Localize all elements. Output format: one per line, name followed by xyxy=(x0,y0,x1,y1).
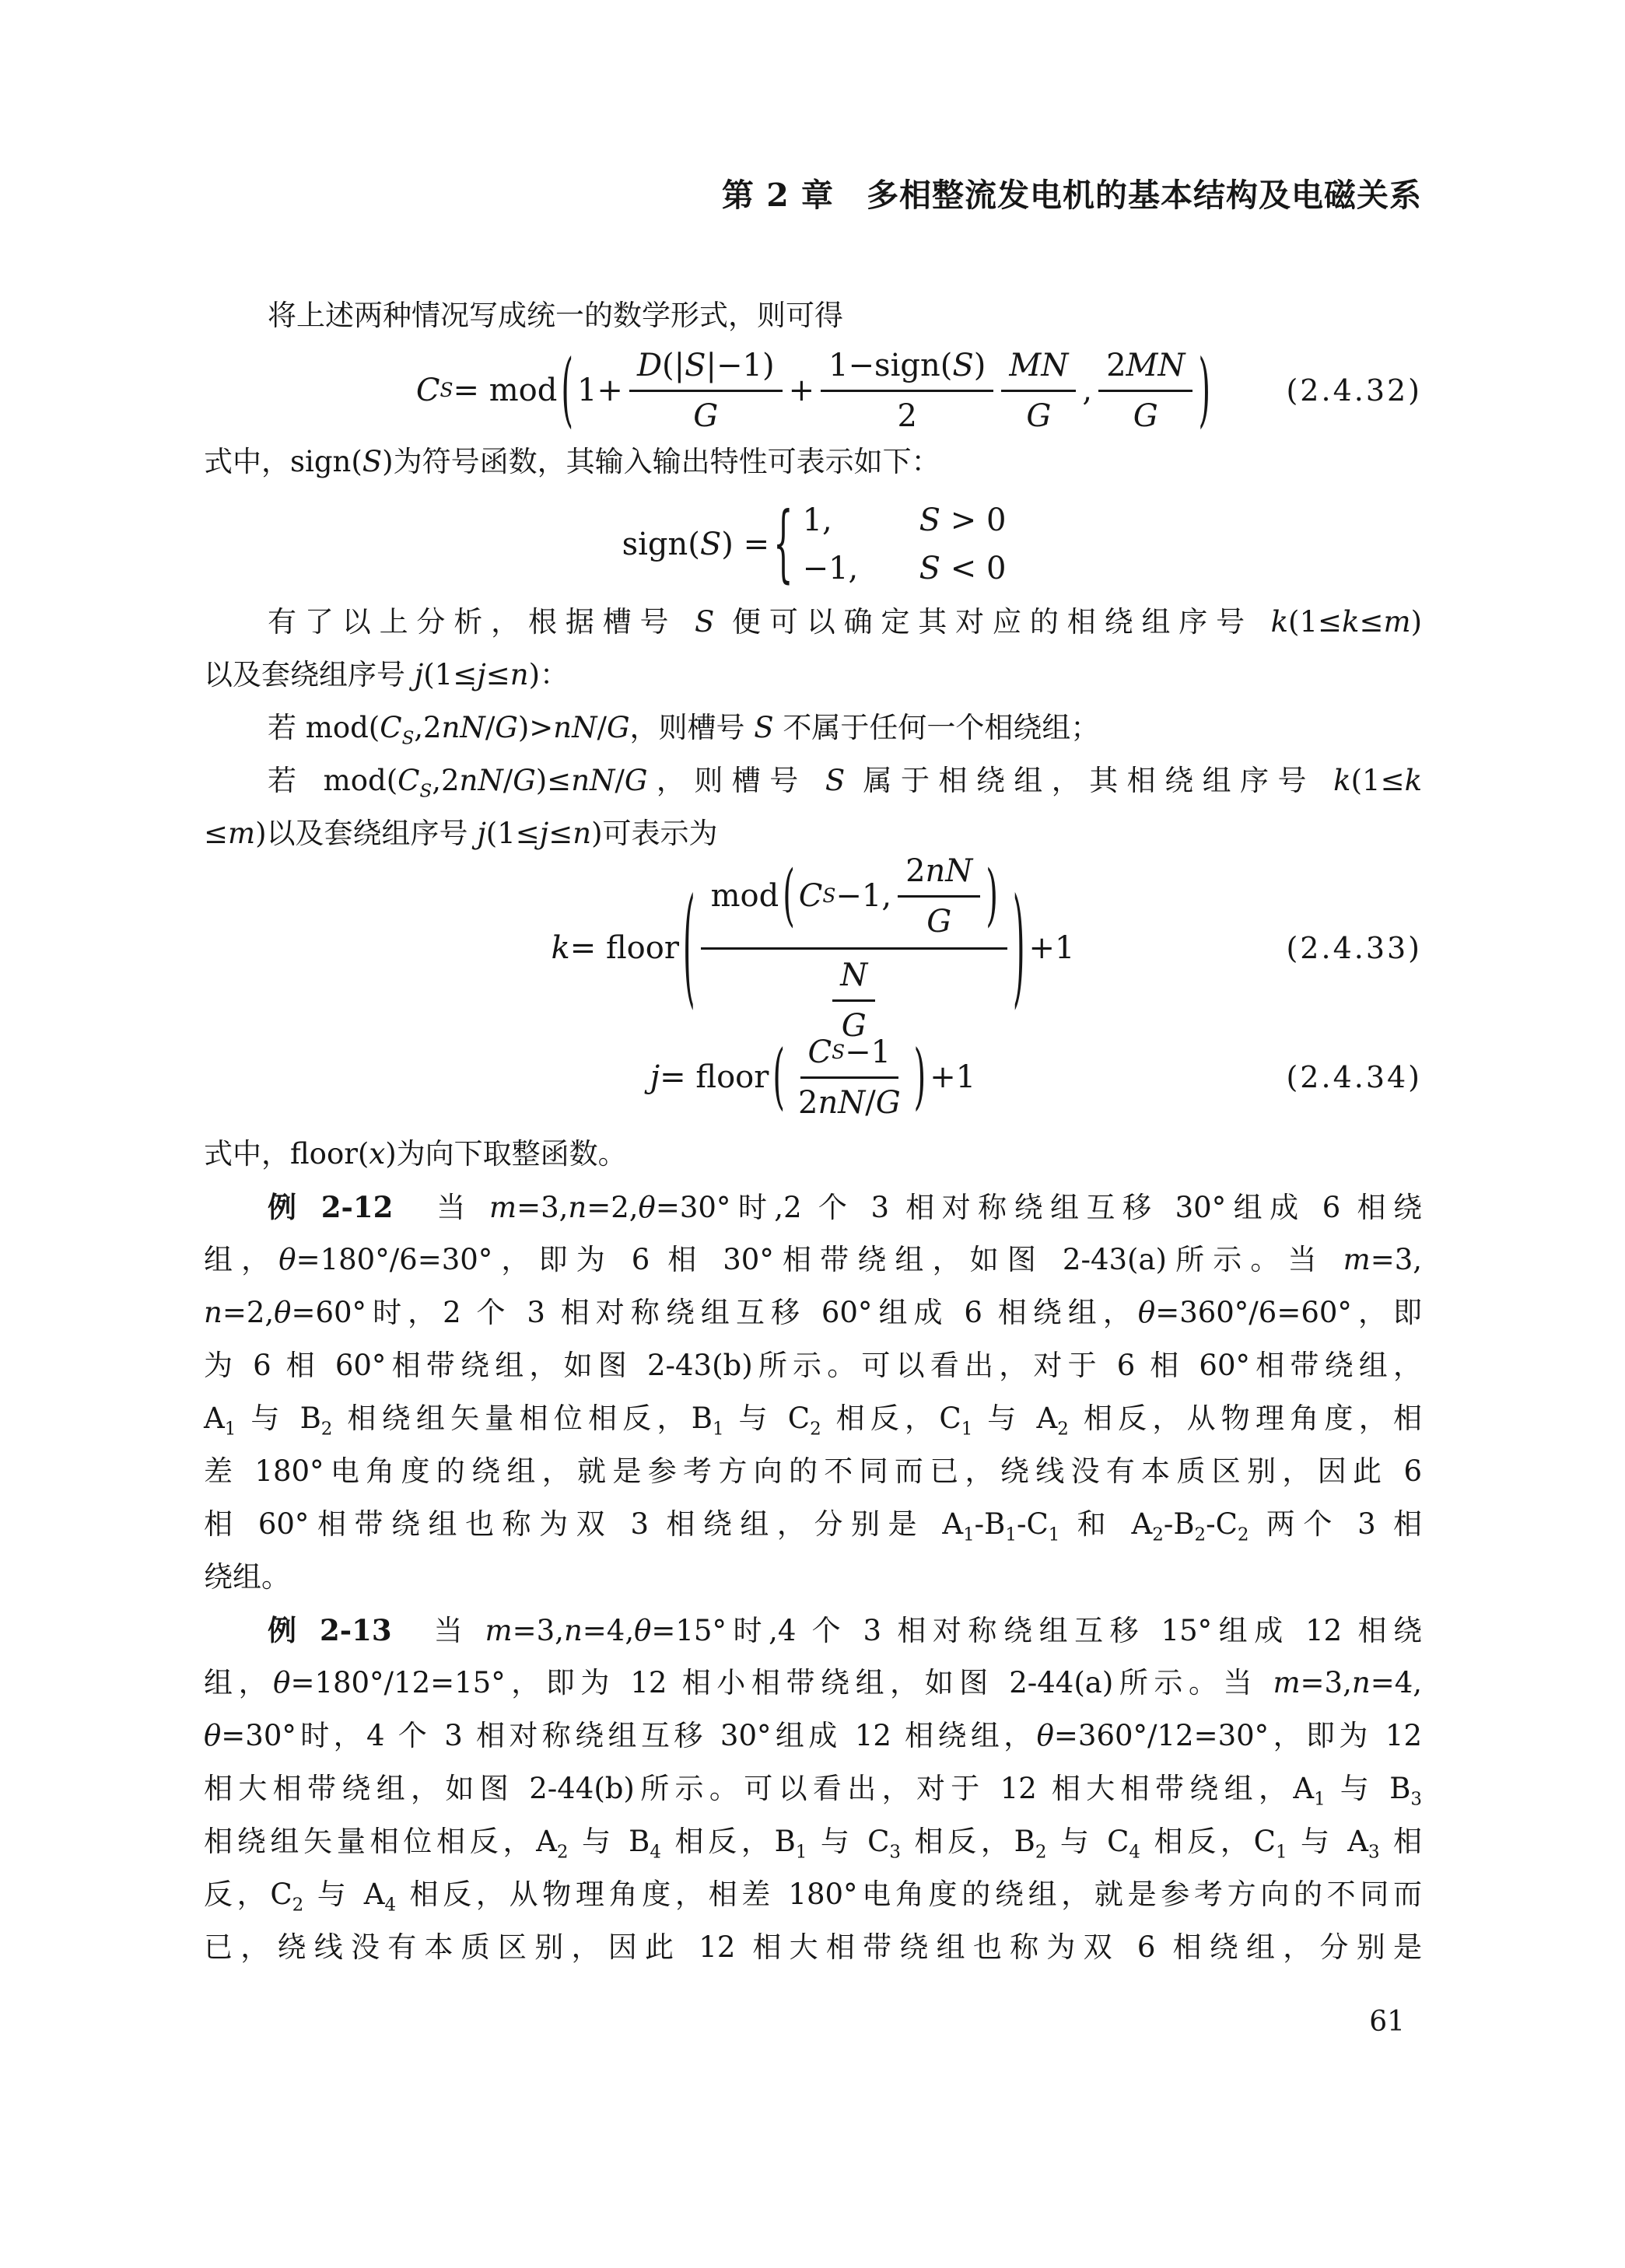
paragraph-examples xyxy=(204,1128,1422,1974)
text-line xyxy=(204,1181,1422,1234)
text-run: 相绕组矢量相位相反，A xyxy=(204,1825,557,1858)
text-run: )以及套绕组序号 xyxy=(255,817,478,850)
text-run: 1 xyxy=(712,1419,724,1440)
text-run: θ xyxy=(1137,1296,1156,1329)
text-run: S xyxy=(401,728,415,749)
fraction xyxy=(1098,346,1192,436)
text-run: 相反，从物理角度，相差 180°电角度的绕组，就是参考方向的不同而 xyxy=(396,1878,1422,1911)
text-run: nN xyxy=(571,764,615,797)
text-run: 3 xyxy=(1410,1789,1422,1810)
text-run: 相大相带绕组，如图 2-44(b)所示。可以看出，对于 12 相大相带绕组，A xyxy=(204,1772,1315,1805)
text-run: 例 2-13 xyxy=(268,1613,392,1647)
text-run: n xyxy=(568,1191,587,1224)
text-run: 属于相绕组，其相绕组序号 xyxy=(845,764,1334,797)
equation-2-4-33 xyxy=(204,852,1422,1044)
text-run: G xyxy=(926,903,952,940)
fraction xyxy=(821,346,993,436)
text-line xyxy=(204,1604,1422,1657)
eq-lhs: C S = mod xyxy=(415,373,558,408)
text-run: =3, xyxy=(1370,1243,1422,1276)
text-run: 有了以上分析，根据槽号 xyxy=(268,605,695,639)
text-run: 若 mod( xyxy=(268,711,380,744)
case-condition xyxy=(919,502,1007,538)
text-run: 2 xyxy=(1035,1842,1047,1863)
text-line xyxy=(204,1498,1422,1551)
text-run: C xyxy=(397,764,420,797)
open-paren: ( xyxy=(561,344,573,437)
text-run: =360°/12=30°，即为 12 xyxy=(1053,1719,1422,1752)
paragraph-sign-intro xyxy=(204,436,1422,488)
chapter-running-head: 第 2 章 多相整流发电机的基本结构及电磁关系 xyxy=(721,177,1422,214)
text-run: 相绕组矢量相位相反，B xyxy=(332,1402,713,1435)
text-run: C xyxy=(415,373,440,408)
text-run: j xyxy=(650,1059,660,1095)
text-run: 若 mod( xyxy=(268,764,398,797)
text-run: S xyxy=(754,711,774,744)
text-run: -C xyxy=(1016,1507,1049,1541)
mod-word: mod xyxy=(710,878,779,914)
text-line xyxy=(204,1921,1422,1974)
text-run: 为 6 相 60°相带绕组，如图 2-43(b)所示。可以看出，对于 6 相 60°相带绕组， xyxy=(204,1349,1422,1382)
text-run: 2 xyxy=(810,1419,821,1440)
equation-2-4-34 xyxy=(204,1034,1422,1121)
text-run: 组， xyxy=(204,1243,279,1276)
text-run: 两个 3 相 xyxy=(1249,1507,1423,1541)
equation-number: (2.4.33) xyxy=(1286,931,1422,965)
case-value xyxy=(803,502,919,538)
text-run: θ xyxy=(278,1243,296,1276)
text-run: θ xyxy=(638,1191,656,1224)
comma: , xyxy=(1082,373,1093,408)
text-line xyxy=(204,1445,1422,1498)
text-run: =30°时,2 个 3 相对称绕组互移 30°组成 6 相绕 xyxy=(655,1191,1422,1224)
text-run: 当 xyxy=(393,1191,489,1224)
eq-lhs xyxy=(650,1059,769,1095)
text-line xyxy=(204,1710,1422,1762)
text-run: 与 B xyxy=(1325,1772,1411,1805)
text-run: G xyxy=(1133,397,1158,434)
text-run: −1, xyxy=(835,878,892,914)
text-line xyxy=(204,596,1422,649)
text-run: =2, xyxy=(587,1191,639,1224)
text-run: 相 xyxy=(1379,1825,1423,1858)
text-run: θ xyxy=(274,1296,292,1329)
open-paren: ( xyxy=(772,1036,785,1118)
case-condition xyxy=(919,551,1007,586)
big-fraction xyxy=(701,850,1007,1047)
text-run: 将上述两种情况写成统一的数学形式，则可得 xyxy=(268,299,843,332)
text-run: m xyxy=(228,817,256,850)
fraction xyxy=(832,956,875,1045)
text-run: 1, xyxy=(802,502,832,538)
text-run: 1−sign( xyxy=(828,347,953,383)
text-run: 与 B xyxy=(236,1402,321,1435)
close-paren: ) xyxy=(986,857,998,935)
text-run: C xyxy=(807,1034,832,1070)
text-run: x xyxy=(369,1137,386,1171)
numerator xyxy=(629,346,783,392)
fraction xyxy=(898,852,980,941)
page-body xyxy=(204,289,1422,1974)
text-run: ,2 xyxy=(414,711,442,744)
text-run: G xyxy=(841,1007,867,1044)
equation-body xyxy=(648,1033,978,1122)
text-run: 1 xyxy=(795,1842,807,1863)
text-run: 2 xyxy=(1152,1524,1164,1545)
denominator xyxy=(790,1079,909,1122)
text-run: 1 xyxy=(1275,1842,1287,1863)
text-run: S xyxy=(919,551,940,586)
text-run: θ xyxy=(1036,1719,1054,1752)
text-run: G xyxy=(1026,397,1052,434)
text-run: / xyxy=(485,711,496,744)
text-run: (1≤ xyxy=(423,658,478,691)
text-run: S xyxy=(419,781,433,802)
text-run: 1 xyxy=(1005,1524,1017,1545)
equation-number: (2.4.32) xyxy=(1286,373,1422,408)
text-line xyxy=(204,1551,1422,1604)
denominator xyxy=(1018,392,1059,436)
text-run: S xyxy=(699,527,722,562)
paragraph-intro xyxy=(204,289,1422,342)
text-run: S xyxy=(362,445,383,478)
eq-term xyxy=(577,373,623,408)
text-line xyxy=(204,1286,1422,1339)
text-run: S xyxy=(919,502,940,538)
numerator xyxy=(821,346,993,392)
text-run: N xyxy=(840,957,868,993)
text-run: / xyxy=(597,711,607,744)
text-run: =360°/6=60°，即 xyxy=(1155,1296,1422,1329)
open-brace: { xyxy=(773,495,793,593)
fraction xyxy=(629,346,783,436)
text-run: nN xyxy=(459,764,503,797)
text-run: |−1) xyxy=(706,347,775,383)
text-run: 与 C xyxy=(1046,1825,1129,1858)
text-run: G xyxy=(693,397,719,434)
text-run: 和 A xyxy=(1059,1507,1153,1541)
numerator: C S −1 xyxy=(800,1033,899,1079)
text-run: 式中，floor( xyxy=(204,1137,369,1171)
text-run: =3, xyxy=(1300,1666,1352,1699)
text-run: C xyxy=(380,711,402,744)
text-run: =180°/12=15°，即为 12 相小相带绕组，如图 2-44(a)所示。当 xyxy=(290,1666,1273,1699)
text-run: A xyxy=(204,1402,225,1435)
text-run: 3 xyxy=(889,1842,901,1863)
text-line xyxy=(204,289,1422,342)
text-run: 相反，B xyxy=(900,1825,1035,1858)
numerator xyxy=(1098,346,1192,392)
text-run: ,2 xyxy=(432,764,460,797)
close-paren: ) xyxy=(1012,873,1025,1023)
text-run: G xyxy=(606,711,630,744)
text-run: 绕组。 xyxy=(204,1560,290,1594)
text-run: 1 xyxy=(1314,1789,1326,1810)
numerator xyxy=(1001,346,1076,392)
text-run: 与 A xyxy=(303,1878,385,1911)
text-run: 与 A xyxy=(972,1402,1058,1435)
text-line xyxy=(204,1815,1422,1868)
text-run: 1+ xyxy=(576,373,623,408)
text-run: G xyxy=(875,1084,901,1121)
text-run: nN xyxy=(818,1084,866,1121)
text-run: n xyxy=(204,1296,222,1329)
text-run: MN xyxy=(1126,347,1185,383)
text-run: < 0 xyxy=(940,551,1007,586)
text-run: > 0 xyxy=(940,502,1007,538)
text-run: S xyxy=(825,764,846,797)
text-run: =4, xyxy=(582,1614,635,1647)
text-run: )为向下取整函数。 xyxy=(385,1137,627,1171)
text-line xyxy=(204,1762,1422,1815)
text-line xyxy=(204,649,1422,702)
text-run: 以及套绕组序号 xyxy=(204,658,415,691)
text-run: / xyxy=(503,764,513,797)
plus-one: +1 xyxy=(930,1059,976,1095)
page-number: 61 xyxy=(1369,2006,1405,2038)
text-run: =2, xyxy=(222,1296,275,1329)
text-run: ，则槽号 xyxy=(629,711,755,744)
text-run: n xyxy=(510,658,529,691)
text-run: m xyxy=(489,1191,517,1224)
text-run: k xyxy=(551,930,570,966)
text-run: −1 xyxy=(845,1034,891,1070)
text-line xyxy=(204,1339,1422,1392)
text-run: θ xyxy=(273,1666,291,1699)
text-run: ) xyxy=(1410,605,1422,639)
text-run: nN xyxy=(553,711,597,744)
text-run: )可表示为 xyxy=(591,817,718,850)
text-run: C xyxy=(798,878,823,914)
eq-lhs xyxy=(552,930,679,966)
text-run: ，则槽号 xyxy=(647,764,825,797)
text-run: 例 2-12 xyxy=(268,1190,394,1224)
text-run: 相反，从物理角度，相 xyxy=(1068,1402,1423,1435)
text-run: = floor xyxy=(660,1059,769,1095)
text-run: m xyxy=(1343,1243,1371,1276)
text-run: 与 C xyxy=(807,1825,890,1858)
text-run: 已，绕线没有本质区别，因此 12 相大相带绕组也称为双 6 相绕组，分别是 xyxy=(204,1930,1422,1964)
denominator xyxy=(1126,392,1166,436)
text-run: =3, xyxy=(512,1614,564,1647)
text-run: 2 xyxy=(1237,1524,1249,1545)
text-run: nN xyxy=(925,852,973,889)
text-run: S xyxy=(952,347,974,383)
text-run: )> xyxy=(517,711,554,744)
mod-args: C S −1, xyxy=(798,878,892,914)
text-run: -C xyxy=(1206,1507,1238,1541)
text-run: =3, xyxy=(517,1191,569,1224)
close-paren: ) xyxy=(913,1036,926,1118)
equation-2-4-32 xyxy=(204,345,1422,436)
text-run: m xyxy=(485,1614,513,1647)
text-run: 相反，C xyxy=(821,1402,961,1435)
text-run: ≤ xyxy=(204,817,229,850)
text-run: G xyxy=(513,764,536,797)
fraction xyxy=(790,1033,909,1122)
text-run: j xyxy=(539,817,549,850)
text-run: (1≤ xyxy=(1288,605,1343,639)
text-run: =4, xyxy=(1370,1666,1423,1699)
text-run: 3 xyxy=(1368,1842,1380,1863)
paragraph-slot-rules xyxy=(204,596,1422,860)
text-run: G xyxy=(624,764,648,797)
text-run: 2 xyxy=(1106,347,1126,383)
text-run: ≤ xyxy=(1359,605,1384,639)
text-run: ) = xyxy=(721,527,770,562)
text-line xyxy=(204,1657,1422,1710)
text-run: -B xyxy=(974,1507,1006,1541)
text-run: j xyxy=(414,658,424,691)
numerator xyxy=(701,850,1007,950)
text-run: 当 xyxy=(391,1614,485,1647)
numerator xyxy=(898,852,980,898)
text-run: 与 C xyxy=(723,1402,811,1435)
text-run: 2 xyxy=(797,1084,818,1121)
text-run: n xyxy=(563,1614,583,1647)
text-run: (1≤ xyxy=(1350,764,1405,797)
text-run: j xyxy=(477,658,486,691)
text-run: ≤ xyxy=(548,817,573,850)
text-line xyxy=(204,436,1422,488)
text-run: 与 B xyxy=(568,1825,650,1858)
text-run: k xyxy=(1342,605,1360,639)
text-run: m xyxy=(1383,605,1411,639)
numerator xyxy=(832,956,875,1002)
text-run: 相反，B xyxy=(660,1825,796,1858)
open-paren: ( xyxy=(682,873,695,1023)
equation-body xyxy=(620,495,1007,593)
text-run: / xyxy=(615,764,625,797)
text-run: )： xyxy=(528,658,569,691)
text-run: 1 xyxy=(961,1419,973,1440)
text-run: −1, xyxy=(802,551,859,586)
text-run: 与 A xyxy=(1287,1825,1368,1858)
text-run: G xyxy=(495,711,518,744)
text-run: MN xyxy=(1009,347,1069,383)
text-run: ) xyxy=(973,347,986,383)
text-run: (| xyxy=(662,347,685,383)
text-run: = mod xyxy=(453,373,558,408)
text-run: 4 xyxy=(384,1895,397,1916)
text-run: j xyxy=(477,817,486,850)
fraction xyxy=(1001,346,1076,436)
open-paren: ( xyxy=(783,857,795,935)
text-run: nN xyxy=(441,711,485,744)
text-run: 便可以确定其对应的相绕组序号 xyxy=(714,605,1271,639)
denominator xyxy=(919,898,959,941)
text-run: -B xyxy=(1163,1507,1195,1541)
text-run: 2 xyxy=(320,1419,333,1440)
text-run: k xyxy=(1404,764,1422,797)
text-run: S xyxy=(685,347,706,383)
text-run: 组， xyxy=(204,1666,274,1699)
text-line xyxy=(204,1128,1422,1181)
denominator xyxy=(890,392,925,436)
text-run: 反，C xyxy=(204,1878,292,1911)
text-run: sign( xyxy=(622,527,700,562)
text-run: 2 xyxy=(1057,1419,1069,1440)
eq-lhs xyxy=(622,527,770,562)
piecewise-cases xyxy=(803,502,1007,586)
text-run: 4 xyxy=(650,1842,661,1863)
text-run: )≤ xyxy=(535,764,572,797)
text-run: 1 xyxy=(1048,1524,1060,1545)
text-line xyxy=(204,754,1422,807)
text-run: θ xyxy=(204,1719,222,1752)
case-row xyxy=(803,551,1007,586)
text-run: =60°时，2 个 3 相对称绕组互移 60°组成 6 相绕组， xyxy=(291,1296,1138,1329)
text-line xyxy=(204,1234,1422,1286)
text-run: =30°时，4 个 3 相对称绕组互移 30°组成 12 相绕组， xyxy=(221,1719,1037,1752)
text-run: ≤ xyxy=(485,658,510,691)
text-run: (1≤ xyxy=(485,817,540,850)
text-run: 4 xyxy=(1129,1842,1140,1863)
case-row xyxy=(803,502,1007,538)
text-run: θ xyxy=(634,1614,652,1647)
equation-body xyxy=(549,850,1077,1047)
text-run: 2 xyxy=(292,1895,304,1916)
text-run: n xyxy=(573,817,592,850)
text-run: 不属于任何一个相绕组； xyxy=(773,711,1100,744)
text-run: 2 xyxy=(1194,1524,1206,1545)
text-line xyxy=(204,1392,1422,1445)
text-run: )为符号函数，其输入输出特性可表示如下： xyxy=(382,445,940,478)
plus-sign: + xyxy=(788,373,815,408)
text-run: 2 xyxy=(905,852,926,889)
text-run: 1 xyxy=(963,1524,975,1545)
equation-number: (2.4.34) xyxy=(1286,1060,1422,1094)
text-run: S xyxy=(695,605,715,639)
equation-sign-function xyxy=(204,493,1422,596)
text-run: 1 xyxy=(224,1419,236,1440)
text-run: k xyxy=(1270,605,1289,639)
text-run: / xyxy=(865,1084,876,1121)
text-run: 相反，C xyxy=(1140,1825,1276,1858)
text-run: =15°时,4 个 3 相对称绕组互移 15°组成 12 相绕 xyxy=(651,1614,1423,1647)
close-paren: ) xyxy=(1198,344,1211,437)
text-run: k xyxy=(1333,764,1351,797)
text-run: =180°/6=30°，即为 6 相 30°相带绕组，如图 2-43(a)所示。当 xyxy=(296,1243,1343,1276)
text-line xyxy=(204,702,1422,754)
plus-one: +1 xyxy=(1028,930,1075,966)
text-run: n xyxy=(1351,1666,1371,1699)
text-run: 式中，sign( xyxy=(204,445,362,478)
text-line xyxy=(204,1868,1422,1921)
text-run: 2 xyxy=(897,397,917,434)
text-run: m xyxy=(1273,1666,1301,1699)
text-run: D xyxy=(636,347,663,383)
case-value xyxy=(803,551,919,586)
equation-body xyxy=(414,346,1212,436)
denominator xyxy=(685,392,726,436)
text-run: 2 xyxy=(556,1842,569,1863)
text-run: 相 60°相带绕组也称为双 3 相绕组，分别是 A xyxy=(204,1507,964,1541)
text-run: = floor xyxy=(569,930,679,966)
text-run: 差 180°电角度的绕组，就是参考方向的不同而已，绕线没有本质区别，因此 6 xyxy=(204,1454,1422,1488)
